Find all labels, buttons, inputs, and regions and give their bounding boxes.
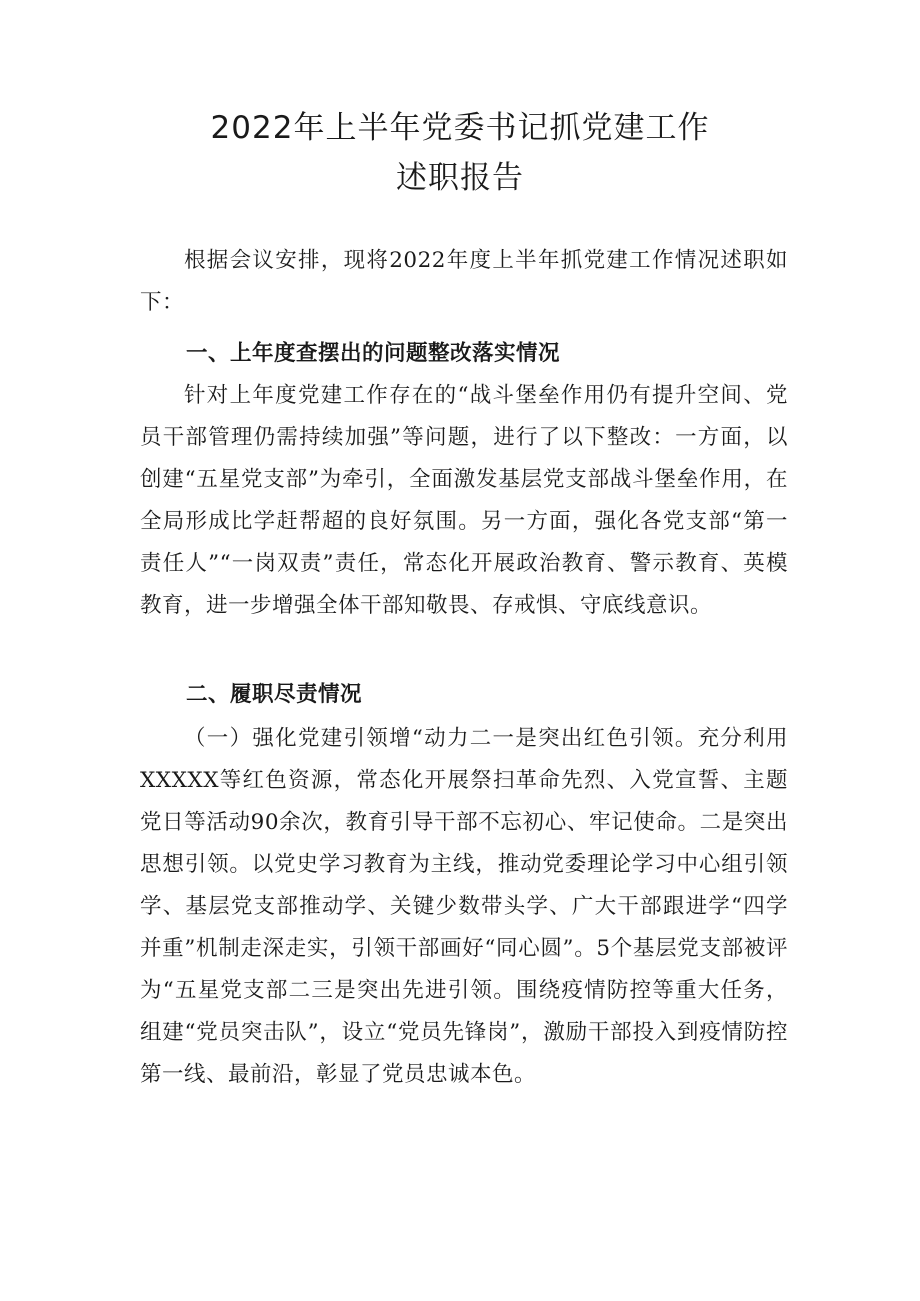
intro-paragraph: 根据会议安排，现将2022年度上半年抓党建工作情况述职如下： <box>140 248 788 315</box>
section2-heading: 二、履职尽责情况 <box>186 682 363 707</box>
section2-paragraph: （一）强化党建引领增“动力二一是突出红色引领。充分利用XXXXX等红色资源，常态化开展祭扫革命先烈、入党宣誓、主题党日等活动90余次，教育引导干部不忘初心、牢记使命。二是突出思想引领。以党史学习教育为主线，推动党委理论学习中心组引领学、基层党支部推动学、关键少数带头学、广大干部跟进学“四学并重”机制走深走实，引领干部画好“同心圆”。5个基层党支部被评为“五星党支部二三是突出先进引领。围绕疫情防控等重大任务，组建“党员突击队”，设立“党员先锋岗”，激励干部投入到疫情防控第一线、最前沿，彰显了党员忠诚本色。 <box>140 726 788 1087</box>
document-title-line2: 述职报告 <box>396 160 524 196</box>
section1-paragraph: 针对上年度党建工作存在的“战斗堡垒作用仍有提升空间、党员干部管理仍需持续加强”等问题，进行了以下整改：一方面，以创建“五星党支部”为牵引，全面激发基层党支部战斗堡垒作用，在全局形成比学赶帮超的良好氛围。另一方面，强化各党支部“第一责任人”“一岗双责”责任，常态化开展政治教育、警示教育、英模教育，进一步增强全体干部知敬畏、存戒惧、守底线意识。 <box>140 383 788 618</box>
document-title-line1: 2022年上半年党委书记抓党建工作 <box>210 110 710 146</box>
section1-heading: 一、上年度查摆出的问题整改落实情况 <box>186 341 561 366</box>
